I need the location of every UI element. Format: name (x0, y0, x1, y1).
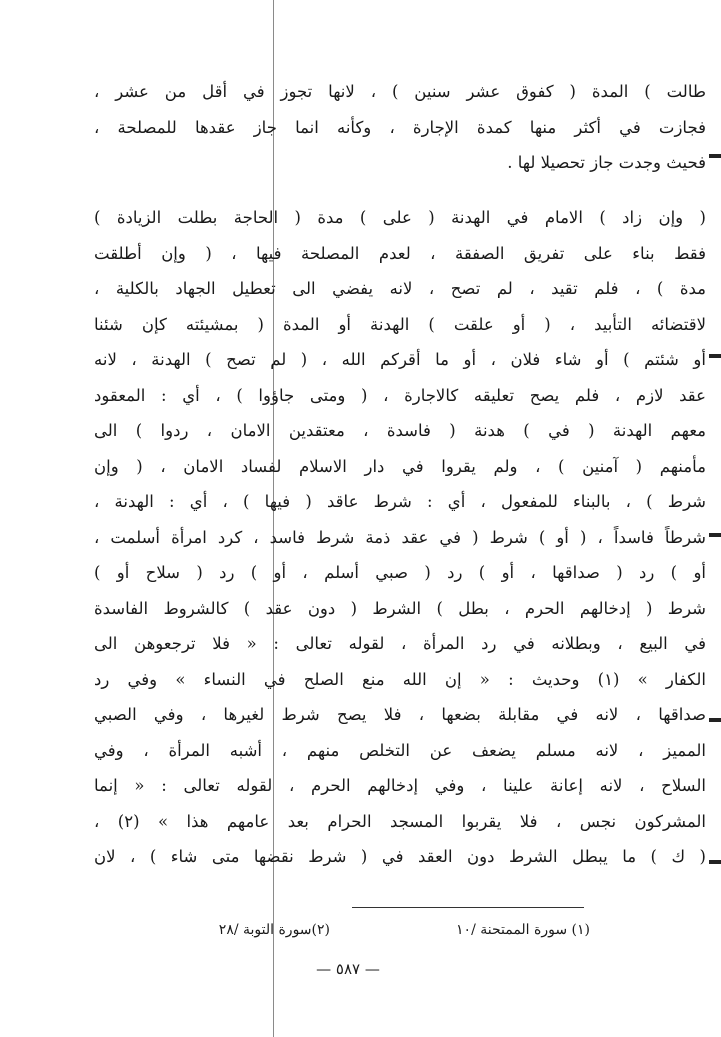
text-line: شرط ( إدخالهم الحرم ، بطل ) الشرط ( دون عقد ) كالشروط الفاسدة (94, 598, 706, 618)
text-line: المشركون نجس ، فلا يقربوا المسجد الحرام بعد عامهم هذا » (٢) ، (94, 811, 706, 831)
text-line: أو شئتم ) أو شاء فلان ، أو ما أقركم الله ، ( لم تصح ) الهدنة ، لانه (94, 350, 706, 369)
page-number: — ٥٨٧ — (316, 960, 380, 978)
edge-tab-mark (709, 154, 721, 158)
text-line: مدة ) ، فلم تقيد ، لم تصح ، لانه يفضي الى تعطيل الجهاد بالكلية ، (94, 279, 706, 298)
text-line: السلاح ، لانه إعانة علينا ، وفي إدخالهم الحرم ، لقوله تعالى : « إنما (94, 776, 706, 795)
text-line: الكفار » (١) وحديث : « إن الله منع الصلح في النساء » وفي رد (94, 669, 706, 689)
text-line: ( وإن زاد ) الامام في الهدنة ( على ) مدة ( الحاجة بطلت الزيادة ) (94, 208, 706, 227)
paragraph-2 (94, 200, 706, 875)
footnote-1: (١) سورة الممتحنة /١٠ (456, 922, 590, 938)
text-line: فجازت في أكثر منها كمدة الإجارة ، وكأنه انما جاز عقدها للمصلحة ، (94, 117, 706, 137)
text-line: في البيع ، وبطلانه في رد المرأة ، لقوله تعالى : « فلا ترجعوهن الى (94, 634, 706, 653)
footnote-2: (٢)سورة التوبة /٢٨ (218, 922, 330, 938)
footnotes (150, 918, 590, 942)
edge-tab-mark (709, 860, 721, 864)
text-line: عقد لازم ، فلم يصح تعليقه كالاجارة ، ( ومتى جاؤوا ) ، أي : المعقود (94, 385, 706, 405)
text-line: أو ) رد ( صداقها ، أو ) رد ( صبي أسلم ، أو ) رد ( سلاح أو ) (94, 563, 706, 582)
text-line: لاقتضائه التأبيد ، ( أو علقت ) الهدنة أو المدة ( بمشيئته كإن شئنا (94, 314, 706, 334)
text-line: مأمنهم ( آمنين ) ، ولم يقروا في دار الاسلام لفساد الامان ، ( وإن (94, 456, 706, 476)
text-line: فحيث وجدت جاز تحصيلا لها . (507, 153, 706, 172)
text-line: صداقها ، لانه في مقابلة بضعها ، فلا يصح شرط لغيرها ، وفي الصبي (94, 705, 706, 724)
text-line: شرط ) ، بالبناء للمفعول ، أي : شرط عاقد ( فيها ) ، أي : الهدنة ، (94, 492, 706, 511)
text-line: المميز ، لانه مسلم يضعف عن التخلص منهم ، أشبه المرأة ، وفي (94, 740, 706, 760)
text-line: ( ك ) ما يبطل الشرط دون العقد في ( شرط نقضها متى شاء ) ، لان (94, 847, 706, 866)
text-line: معهم الهدنة ( في ) هدنة ( فاسدة ، معتقدين الامان ، ردوا ) الى (94, 421, 706, 440)
edge-tab-mark (709, 533, 721, 537)
text-line: طالت ) المدة ( كفوق عشر سنين ) ، لانها تجوز في أقل من عشر ، (94, 82, 706, 101)
edge-tab-mark (709, 354, 721, 358)
footnote-separator (352, 907, 584, 908)
edge-tab-mark (709, 718, 721, 722)
text-line: شرطاً فاسداً ، ( أو ) شرط ( في عقد ذمة شرط فاسد ، كرد امرأة أسلمت ، (94, 527, 706, 547)
text-line: فقط بناء على تفريق الصفقة ، لعدم المصلحة فيها ، ( وإن أطلقت (94, 243, 706, 263)
paragraph-1 (94, 74, 706, 181)
